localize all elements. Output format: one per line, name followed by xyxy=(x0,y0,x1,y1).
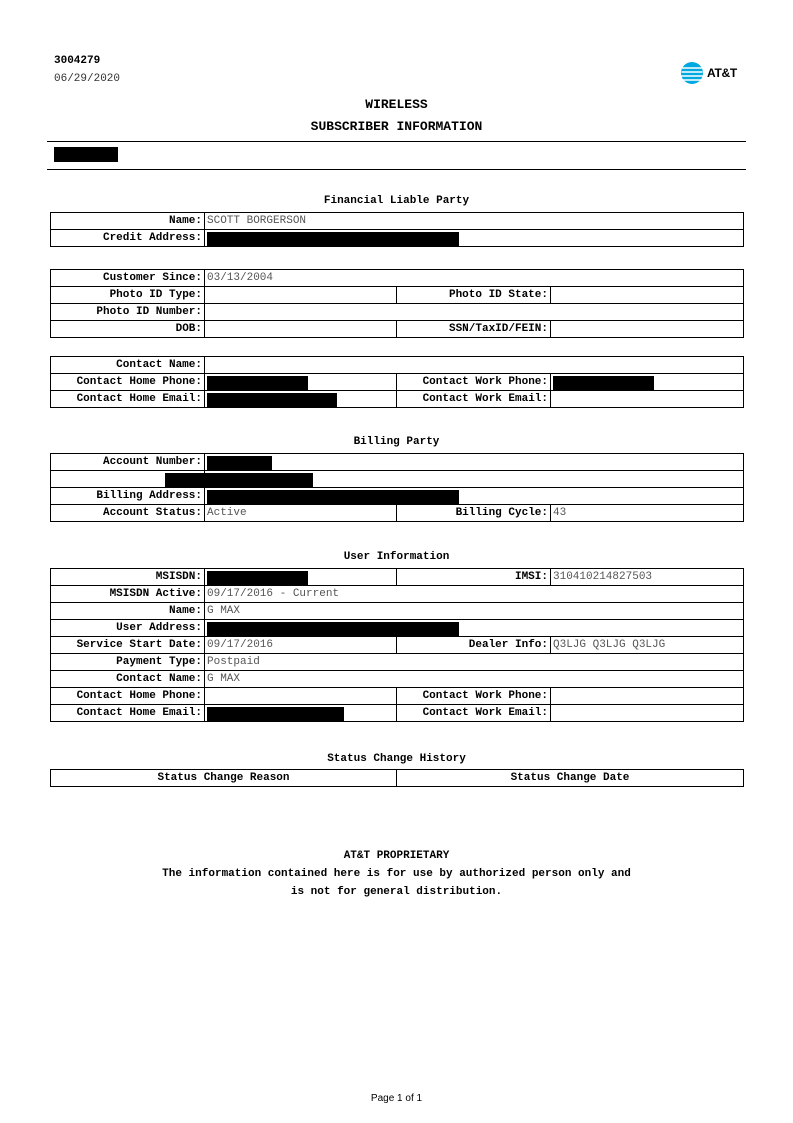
table-row xyxy=(51,374,744,391)
user-contact-work-phone-value xyxy=(551,688,744,705)
credit-address-label: Credit Address: xyxy=(51,230,205,247)
account-number-value xyxy=(205,454,744,471)
contact-home-phone-value xyxy=(205,374,397,391)
customer-since-value: 03/13/2004 xyxy=(205,270,744,287)
table-row xyxy=(51,454,744,471)
billing-name-label xyxy=(51,471,205,488)
user-name-value: G MAX xyxy=(205,603,744,620)
user-address-value xyxy=(205,620,744,637)
redaction-box xyxy=(207,490,459,504)
user-contact-work-email-label: Contact Work Email: xyxy=(397,705,551,722)
service-start-value: 09/17/2016 xyxy=(205,637,397,654)
att-logo xyxy=(680,60,744,86)
dob-value xyxy=(205,321,397,338)
name-label: Name: xyxy=(51,213,205,230)
dealer-info-label: Dealer Info: xyxy=(397,637,551,654)
proprietary-notice xyxy=(0,847,793,901)
redaction-box xyxy=(165,473,205,487)
contact-home-email-label: Contact Home Email: xyxy=(51,391,205,408)
proprietary-line-2: is not for general distribution. xyxy=(290,886,503,898)
table-row xyxy=(51,505,744,522)
table-row xyxy=(51,620,744,637)
billing-address-value xyxy=(205,488,744,505)
service-start-label: Service Start Date: xyxy=(51,637,205,654)
table-row xyxy=(51,654,744,671)
user-table xyxy=(50,568,744,722)
redaction-box xyxy=(207,456,272,470)
contact-name-label: Contact Name: xyxy=(51,357,205,374)
status-history-table xyxy=(50,769,744,787)
billing-name-value xyxy=(205,471,744,488)
user-contact-home-phone-value xyxy=(205,688,397,705)
section-title-user: User Information xyxy=(343,551,450,563)
table-row xyxy=(51,213,744,230)
account-number-label: Account Number: xyxy=(51,454,205,471)
imsi-label: IMSI: xyxy=(397,569,551,586)
payment-type-value: Postpaid xyxy=(205,654,744,671)
contact-work-phone-label: Contact Work Phone: xyxy=(397,374,551,391)
page-number: Page 1 of 1 xyxy=(370,1093,423,1104)
divider-top xyxy=(47,141,746,142)
redaction-box xyxy=(207,376,308,390)
column-header-date: Status Change Date xyxy=(397,770,744,787)
globe-icon xyxy=(680,61,704,85)
table-row xyxy=(51,270,744,287)
user-address-label: User Address: xyxy=(51,620,205,637)
table-row xyxy=(51,671,744,688)
table-row xyxy=(51,637,744,654)
msisdn-value xyxy=(205,569,397,586)
contact-home-email-value xyxy=(205,391,397,408)
user-contact-home-email-value xyxy=(205,705,397,722)
user-contact-name-label: Contact Name: xyxy=(51,671,205,688)
msisdn-active-label: MSISDN Active: xyxy=(51,586,205,603)
user-contact-work-phone-label: Contact Work Phone: xyxy=(397,688,551,705)
billing-cycle-label: Billing Cycle: xyxy=(397,505,551,522)
contact-work-email-value xyxy=(551,391,744,408)
user-contact-home-email-label: Contact Home Email: xyxy=(51,705,205,722)
title-wireless: WIRELESS xyxy=(365,97,428,112)
redaction-box xyxy=(54,147,118,162)
redaction-box xyxy=(207,232,459,246)
payment-type-label: Payment Type: xyxy=(51,654,205,671)
table-row xyxy=(51,603,744,620)
contact-work-phone-value xyxy=(551,374,744,391)
photo-id-type-label: Photo ID Type: xyxy=(51,287,205,304)
ssn-value xyxy=(551,321,744,338)
redaction-box xyxy=(207,622,459,636)
customer-since-label: Customer Since: xyxy=(51,270,205,287)
table-row xyxy=(51,586,744,603)
contact-work-email-label: Contact Work Email: xyxy=(397,391,551,408)
document-date: 06/29/2020 xyxy=(54,73,121,85)
table-row xyxy=(51,488,744,505)
billing-table xyxy=(50,453,744,522)
billing-cycle-value: 43 xyxy=(551,505,744,522)
section-title-billing: Billing Party xyxy=(353,436,440,448)
msisdn-active-value: 09/17/2016 - Current xyxy=(205,586,744,603)
table-row xyxy=(51,569,744,586)
photo-id-number-label: Photo ID Number: xyxy=(51,304,205,321)
name-value: SCOTT BORGERSON xyxy=(205,213,744,230)
imsi-value: 310410214827503 xyxy=(551,569,744,586)
table-row xyxy=(51,304,744,321)
table-row xyxy=(51,391,744,408)
table-row xyxy=(51,705,744,722)
divider-bottom xyxy=(47,169,746,170)
billing-address-label: Billing Address: xyxy=(51,488,205,505)
financial-name-table xyxy=(50,212,744,247)
account-status-label: Account Status: xyxy=(51,505,205,522)
redaction-box xyxy=(207,571,308,585)
dealer-info-value: Q3LJG Q3LJG Q3LJG xyxy=(551,637,744,654)
logo-text: AT&T xyxy=(707,66,737,80)
contact-name-value xyxy=(205,357,744,374)
photo-id-type-value xyxy=(205,287,397,304)
ssn-label: SSN/TaxID/FEIN: xyxy=(397,321,551,338)
msisdn-label: MSISDN: xyxy=(51,569,205,586)
dob-label: DOB: xyxy=(51,321,205,338)
table-header-row xyxy=(51,770,744,787)
table-row xyxy=(51,357,744,374)
financial-contact-table xyxy=(50,356,744,408)
photo-id-state-label: Photo ID State: xyxy=(397,287,551,304)
redaction-box xyxy=(207,393,337,407)
user-name-label: Name: xyxy=(51,603,205,620)
section-title-financial: Financial Liable Party xyxy=(323,195,470,207)
photo-id-number-value xyxy=(205,304,744,321)
table-row xyxy=(51,230,744,247)
photo-id-state-value xyxy=(551,287,744,304)
table-row xyxy=(51,321,744,338)
user-contact-home-phone-label: Contact Home Phone: xyxy=(51,688,205,705)
redaction-box xyxy=(207,707,344,721)
redaction-box xyxy=(553,376,654,390)
table-row xyxy=(51,287,744,304)
redaction-box xyxy=(205,473,313,487)
account-status-value: Active xyxy=(205,505,397,522)
title-subscriber-information: SUBSCRIBER INFORMATION xyxy=(310,119,483,134)
financial-id-table xyxy=(50,269,744,338)
proprietary-line-1: The information contained here is for use by authorized person only and xyxy=(162,868,631,880)
credit-address-value xyxy=(205,230,744,247)
section-title-status-history: Status Change History xyxy=(327,753,466,765)
document-id: 3004279 xyxy=(54,55,101,67)
table-row xyxy=(51,688,744,705)
column-header-reason: Status Change Reason xyxy=(51,770,397,787)
contact-home-phone-label: Contact Home Phone: xyxy=(51,374,205,391)
user-contact-name-value: G MAX xyxy=(205,671,744,688)
proprietary-title: AT&T PROPRIETARY xyxy=(343,850,450,862)
table-row xyxy=(51,471,744,488)
user-contact-work-email-value xyxy=(551,705,744,722)
